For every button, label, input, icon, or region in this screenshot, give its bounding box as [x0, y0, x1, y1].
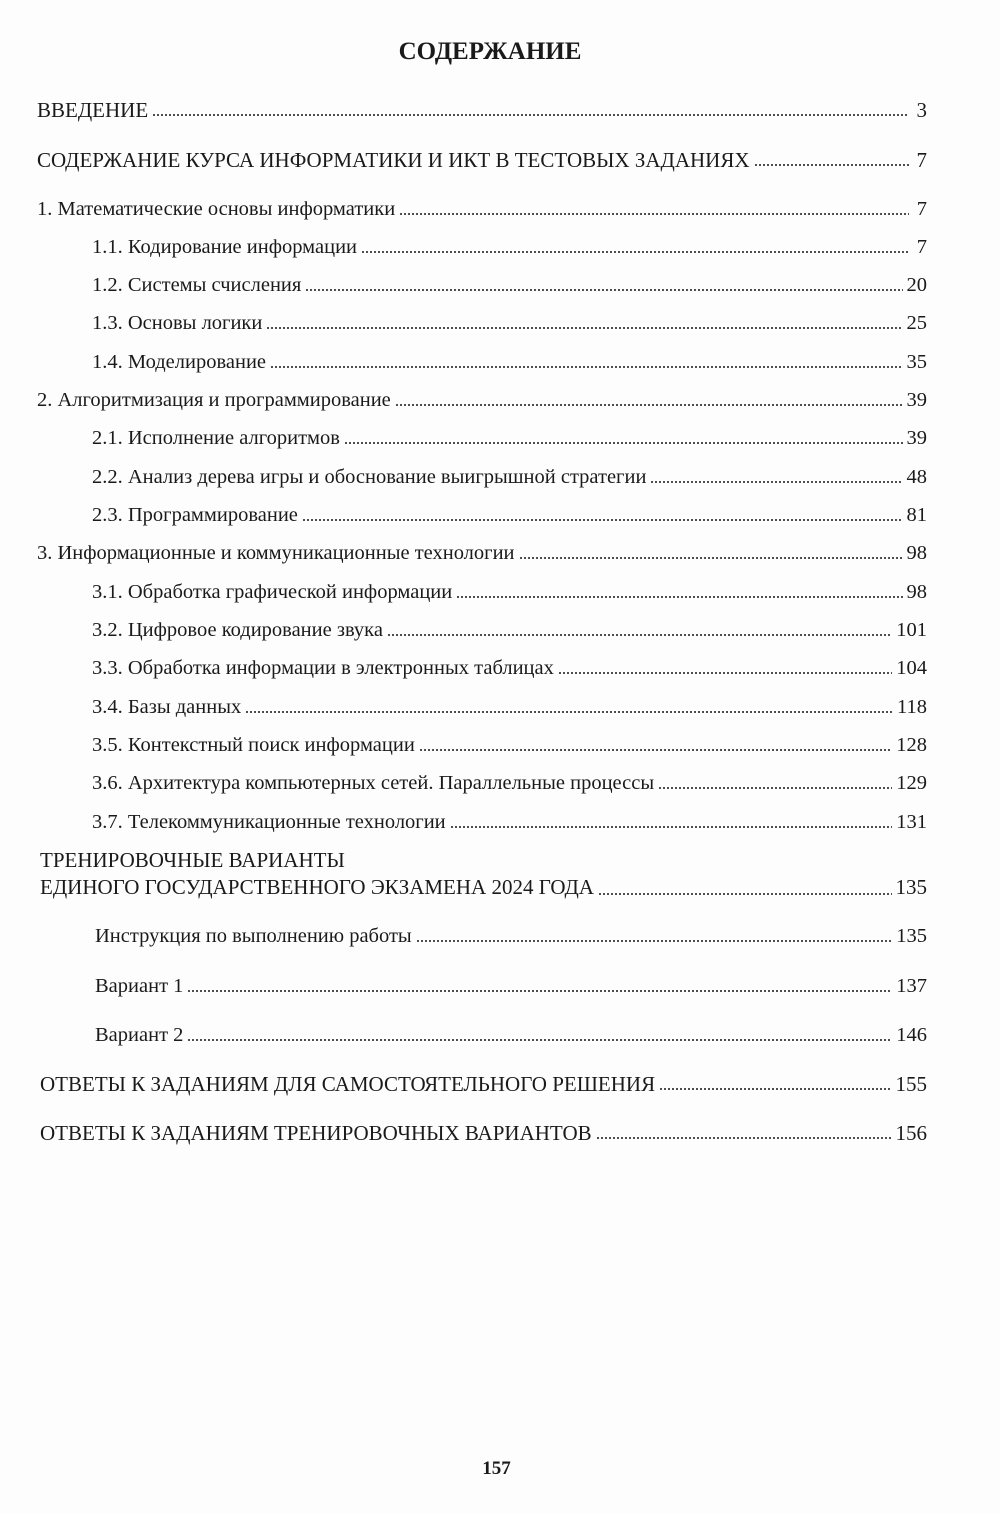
toc-entry-page: 128	[896, 734, 927, 756]
toc-entry-page: 3	[916, 98, 927, 122]
toc-entry-label: 1. Математические основы информатики	[37, 198, 396, 220]
toc-entry[interactable]	[92, 618, 927, 642]
dot-leader	[754, 163, 909, 167]
toc-entry[interactable]	[92, 235, 927, 259]
toc-entry-page: 129	[896, 772, 927, 794]
toc-entry[interactable]	[92, 311, 927, 335]
dot-leader	[596, 1136, 892, 1140]
toc-entry[interactable]	[37, 541, 927, 565]
toc-entry-label: 3.7. Телекоммуникационные технологии	[92, 811, 446, 833]
toc-entry[interactable]	[37, 197, 927, 221]
dot-leader	[650, 480, 902, 484]
toc-entry[interactable]	[95, 1023, 927, 1047]
toc-entry[interactable]	[40, 1121, 927, 1145]
page-title: СОДЕРЖАНИЕ	[398, 38, 582, 65]
toc-entry-label: 3.2. Цифровое кодирование звука	[92, 619, 383, 641]
toc-entry-page: 98	[906, 542, 927, 564]
toc-entry[interactable]	[92, 426, 927, 450]
toc-entry[interactable]	[92, 503, 927, 527]
toc-entry-page: 156	[895, 1121, 927, 1145]
toc-entry-label: 2. Алгоритмизация и программирование	[37, 389, 391, 411]
toc-entry-page: 39	[906, 427, 927, 449]
dot-leader	[302, 518, 903, 522]
toc-entry-label: 3. Информационные и коммуникационные технологии	[37, 542, 515, 564]
dot-leader	[387, 633, 892, 637]
toc-entry-label: 1.1. Кодирование информации	[92, 236, 358, 258]
toc-entry-label: Вариант 2	[95, 1024, 184, 1046]
dot-leader	[558, 671, 892, 675]
toc-entry-label: 3.4. Базы данных	[92, 696, 242, 718]
toc-entry[interactable]	[92, 350, 927, 374]
toc-entry-label: 2.1. Исполнение алгоритмов	[92, 427, 340, 449]
dot-leader	[270, 365, 902, 369]
toc-entry-page: 146	[896, 1024, 927, 1046]
dot-leader	[305, 288, 902, 292]
dot-leader	[187, 989, 892, 993]
toc-entry-label: ОТВЕТЫ К ЗАДАНИЯМ ДЛЯ САМОСТОЯТЕЛЬНОГО РЕШЕНИЯ	[40, 1072, 656, 1096]
dot-leader	[419, 748, 892, 752]
toc-entry-label: ТРЕНИРОВОЧНЫЕ ВАРИАНТЫ	[40, 848, 345, 872]
page-number: 157	[482, 1458, 511, 1479]
toc-entry-label: ВВЕДЕНИЕ	[37, 98, 149, 122]
dot-leader	[344, 441, 903, 445]
toc-entry-page: 20	[906, 274, 927, 296]
toc-entry[interactable]	[92, 810, 927, 834]
toc-entry[interactable]	[92, 273, 927, 297]
toc-entry-page: 131	[896, 811, 927, 833]
toc-entry-label: 1.4. Моделирование	[92, 351, 267, 373]
toc-entry-label: 1.2. Системы счисления	[92, 274, 302, 296]
toc-entry[interactable]	[37, 388, 927, 412]
toc-entry[interactable]	[95, 924, 927, 948]
toc-entry-page: 35	[906, 351, 927, 373]
toc-entry[interactable]	[92, 771, 927, 795]
toc-entry-page: 118	[897, 696, 927, 718]
toc-entry-label: Инструкция по выполнению работы	[95, 925, 412, 947]
toc-entry-page: 7	[916, 148, 927, 172]
toc-entry-label: 2.2. Анализ дерева игры и обоснование выигрышной стратегии	[92, 466, 647, 488]
toc-entry-page: 98	[906, 581, 927, 603]
dot-leader	[399, 212, 909, 216]
toc-entry-page: 135	[896, 925, 927, 947]
toc-entry-label: 1.3. Основы логики	[92, 312, 263, 334]
toc-entry-page: 135	[895, 875, 927, 899]
dot-leader	[659, 1087, 891, 1091]
toc-entry[interactable]	[37, 98, 927, 122]
toc-entry[interactable]	[92, 695, 927, 719]
toc-entry-page: 7	[916, 198, 927, 220]
toc-entry-label: 3.3. Обработка информации в электронных таблицах	[92, 657, 554, 679]
toc-entry[interactable]	[92, 733, 927, 757]
dot-leader	[187, 1038, 892, 1042]
toc-entry-page: 104	[896, 657, 927, 679]
dot-leader	[416, 939, 893, 943]
toc-entry[interactable]	[37, 148, 927, 172]
toc-entry-page: 48	[906, 466, 927, 488]
toc-entry-page: 81	[906, 504, 927, 526]
dot-leader	[266, 326, 902, 330]
dot-leader	[658, 786, 892, 790]
toc-entry-label: 3.5. Контекстный поиск информации	[92, 734, 415, 756]
dot-leader	[519, 556, 903, 560]
toc-entry-page: 101	[896, 619, 927, 641]
toc-entry[interactable]	[40, 1072, 927, 1096]
toc-entry-label: 3.1. Обработка графической информации	[92, 581, 453, 603]
dot-leader	[598, 892, 892, 896]
toc-entry-label: ЕДИНОГО ГОСУДАРСТВЕННОГО ЭКЗАМЕНА 2024 ГОДА	[40, 875, 594, 899]
toc-entry-label: ОТВЕТЫ К ЗАДАНИЯМ ТРЕНИРОВОЧНЫХ ВАРИАНТОВ	[40, 1121, 592, 1145]
toc-entry[interactable]	[92, 656, 927, 680]
toc-entry-page: 25	[906, 312, 927, 334]
toc-entry-label: 3.6. Архитектура компьютерных сетей. Параллельные процессы	[92, 772, 655, 794]
dot-leader	[152, 113, 909, 117]
toc-entry-page: 137	[896, 975, 927, 997]
dot-leader	[450, 825, 893, 829]
toc-entry-page: 155	[895, 1072, 927, 1096]
toc-entry[interactable]	[92, 465, 927, 489]
toc-entry[interactable]	[95, 974, 927, 998]
toc-entry-training-variants[interactable]	[40, 847, 927, 901]
dot-leader	[245, 710, 893, 714]
toc-entry[interactable]	[92, 580, 927, 604]
toc-entry-page: 7	[916, 236, 927, 258]
dot-leader	[456, 595, 902, 599]
toc-entry-label: 2.3. Программирование	[92, 504, 298, 526]
toc-entry-page: 39	[906, 389, 927, 411]
dot-leader	[361, 250, 909, 254]
toc-entry-label: Вариант 1	[95, 975, 184, 997]
toc-entry-label: СОДЕРЖАНИЕ КУРСА ИНФОРМАТИКИ И ИКТ В ТЕСТОВЫХ ЗАДАНИЯХ	[37, 148, 750, 172]
dot-leader	[395, 403, 903, 407]
